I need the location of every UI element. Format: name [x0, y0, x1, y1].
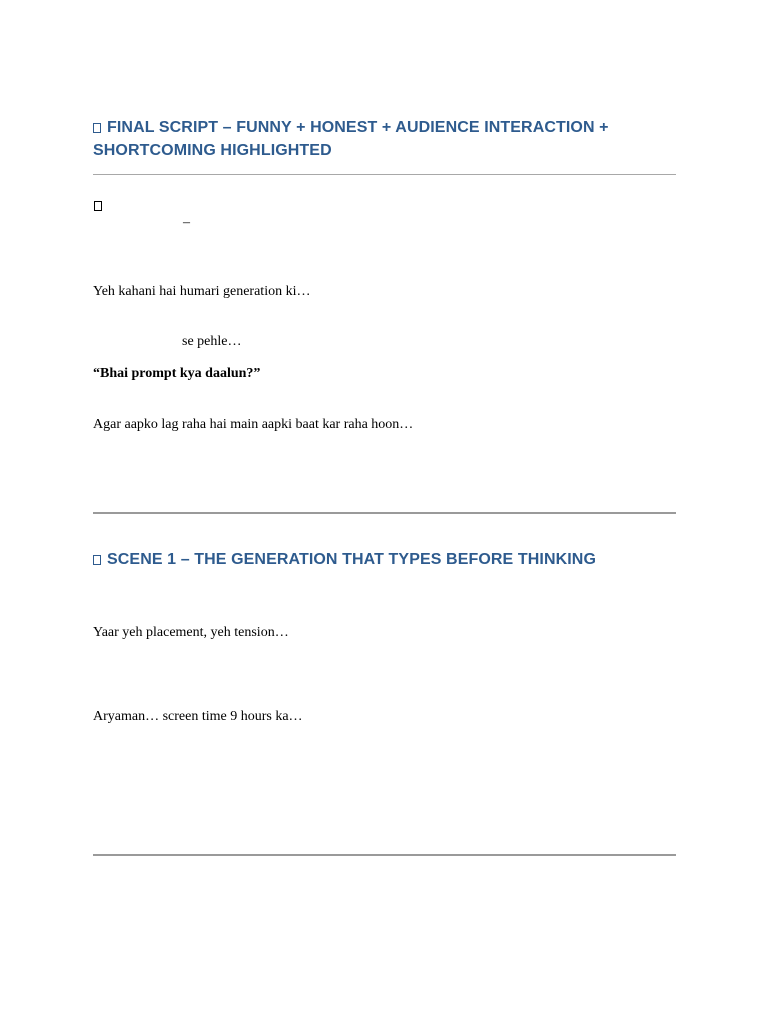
title-line-1: FINAL SCRIPT – FUNNY + HONEST + AUDIENCE INTERACTION +	[93, 116, 683, 139]
generation-line: Yeh kahani hai humari generation ki…	[93, 284, 311, 299]
agar-line: Agar aapko lag raha hai main aapki baat kar raha hoon…	[93, 417, 414, 432]
placement-line: Yaar yeh placement, yeh tension…	[93, 625, 289, 640]
aryaman-line: Aryaman… screen time 9 hours ka…	[93, 709, 303, 724]
document-title	[93, 116, 683, 162]
section-divider	[93, 854, 676, 856]
section-divider	[93, 512, 676, 514]
box-glyph-icon	[93, 555, 101, 565]
box-glyph-icon	[93, 123, 101, 133]
title-line-2: SHORTCOMING HIGHLIGHTED	[93, 142, 332, 159]
title-divider	[93, 174, 676, 175]
scene-1-heading: SCENE 1 – THE GENERATION THAT TYPES BEFORE THINKING	[93, 548, 683, 571]
box-glyph-icon	[94, 201, 102, 211]
pehle-line: se pehle…	[182, 334, 242, 349]
dash-text: –	[183, 215, 190, 230]
prompt-line: “Bhai prompt kya daalun?”	[93, 366, 261, 381]
